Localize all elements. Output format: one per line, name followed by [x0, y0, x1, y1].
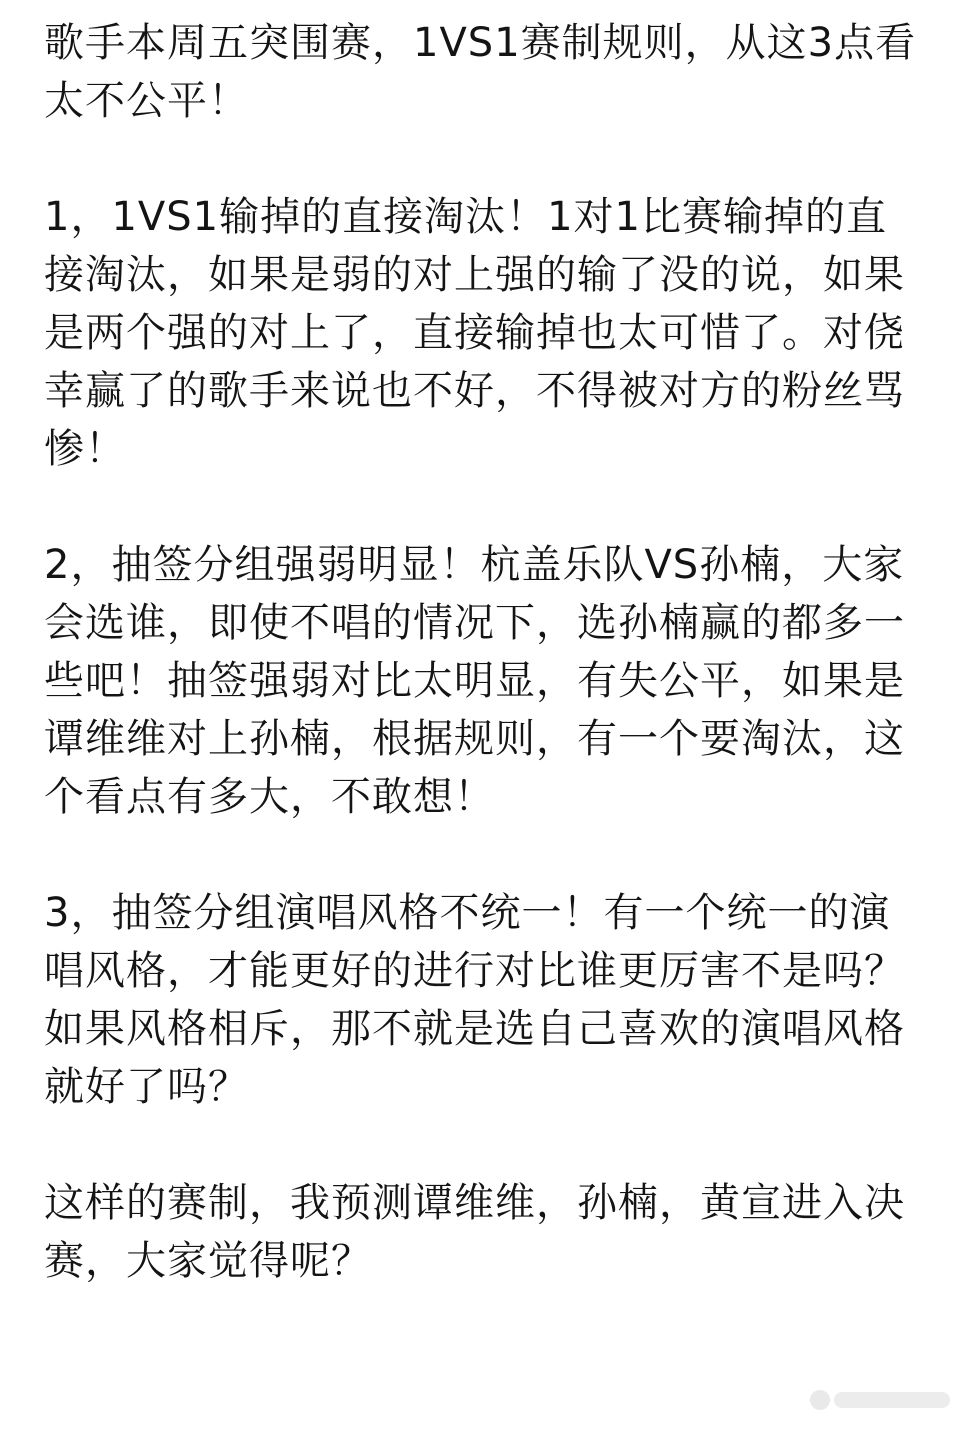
article-body — [44, 14, 924, 1290]
point-1-paragraph: 1，1VS1输掉的直接淘汰！1对1比赛输掉的直接淘汰，如果是弱的对上强的输了没的说，如果是两个强的对上了，直接输掉也太可惜了。对侥幸赢了的歌手来说也不好，不得被对方的粉丝骂惨！ — [44, 194, 905, 472]
conclusion-paragraph: 这样的赛制，我预测谭维维，孙楠，黄宣进入决赛，大家觉得呢？ — [44, 1180, 905, 1284]
watermark — [810, 1389, 950, 1411]
article-title-paragraph: 歌手本周五突围赛，1VS1赛制规则，从这3点看太不公平！ — [44, 20, 917, 124]
point-3-paragraph: 3，抽签分组演唱风格不统一！有一个统一的演唱风格，才能更好的进行对比谁更厉害不是吗？如果风格相斥，那不就是选自己喜欢的演唱风格就好了吗？ — [44, 890, 905, 1110]
point-2-paragraph: 2，抽签分组强弱明显！杭盖乐队VS孙楠，大家会选谁，即使不唱的情况下，选孙楠赢的都多一些吧！抽签强弱对比太明显，有失公平，如果是谭维维对上孙楠，根据规则，有一个要淘汰，这个看点有多大，不敢想！ — [44, 542, 905, 820]
watermark-mark — [834, 1392, 950, 1408]
watermark-logo-icon — [810, 1390, 830, 1410]
